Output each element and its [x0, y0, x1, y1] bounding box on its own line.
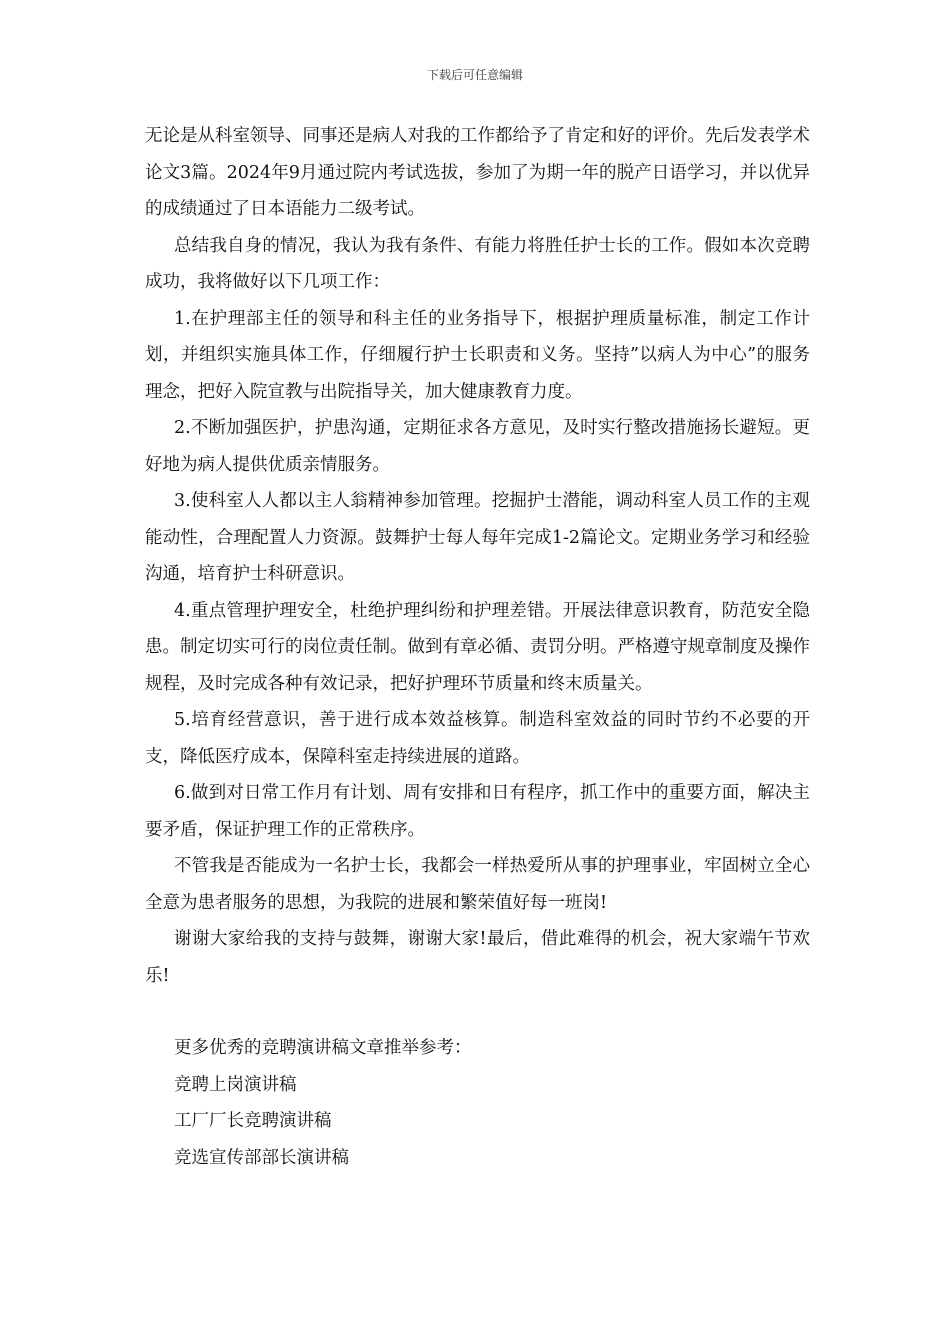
paragraph: 不管我是否能成为一名护士长，我都会一样热爱所从事的护理事业，牢固树立全心全意为患者服务的思想，为我院的进展和繁荣值好每一班岗!: [145, 856, 810, 913]
recommend-title: 更多优秀的竞聘演讲稿文章推举参考：: [174, 1038, 472, 1058]
paragraph: 谢谢大家给我的支持与鼓舞，谢谢大家!最后，借此难得的机会，祝大家端午节欢乐!: [145, 929, 810, 986]
list-item-paragraph: 1.在护理部主任的领导和科主任的业务指导下，根据护理质量标准，制定工作计划，并组织实施具体工作，仔细履行护士长职责和义务。坚持”以病人为中心”的服务理念，把好入院宣教与出院指导关，加大健康教育力度。: [145, 308, 810, 402]
list-item-paragraph: 6.做到对日常工作月有计划、周有安排和日有程序，抓工作中的重要方面，解决主要矛盾，保证护理工作的正常秩序。: [145, 783, 810, 840]
list-item-paragraph: 2.不断加强医护，护患沟通，定期征求各方意见，及时实行整改措施扬长避短。更好地为病人提供优质亲情服务。: [145, 418, 810, 475]
page-header: 下载后可任意编辑: [426, 68, 523, 82]
recommend-link[interactable]: 竞选宣传部部长演讲稿: [174, 1147, 349, 1168]
list-item-paragraph: 4.重点管理护理安全，杜绝护理纠纷和护理差错。开展法律意识教育，防范安全隐患。制定切实可行的岗位责任制。做到有章必循、责罚分明。严格遵守规章制度及操作规程，及时完成各种有效记录，把好护理环节质量和终末质量关。: [145, 600, 810, 694]
recommend-link[interactable]: 竞聘上岗演讲稿: [174, 1074, 297, 1095]
list-item-paragraph: 5.培育经营意识，善于进行成本效益核算。制造科室效益的同时节约不必要的开支，降低医疗成本，保障科室走持续进展的道路。: [145, 710, 810, 767]
recommend-section: [145, 1030, 810, 1176]
document-body: [145, 118, 810, 1176]
recommend-link[interactable]: 工厂厂长竞聘演讲稿: [174, 1111, 332, 1131]
list-item-paragraph: 3.使科室人人都以主人翁精神参加管理。挖掘护士潜能，调动科室人员工作的主观能动性，合理配置人力资源。鼓舞护士每人每年完成1-2篇论文。定期业务学习和经验沟通，培育护士科研意识。: [145, 491, 810, 584]
paragraph: 总结我自身的情况，我认为我有条件、有能力将胜任护士长的工作。假如本次竞聘成功，我将做好以下几项工作：: [145, 235, 810, 292]
paragraph: 无论是从科室领导、同事还是病人对我的工作都给予了肯定和好的评价。先后发表学术论文3篇。2024年9月通过院内考试选拔，参加了为期一年的脱产日语学习，并以优异的成绩通过了日本语能力二级考试。: [145, 126, 810, 219]
